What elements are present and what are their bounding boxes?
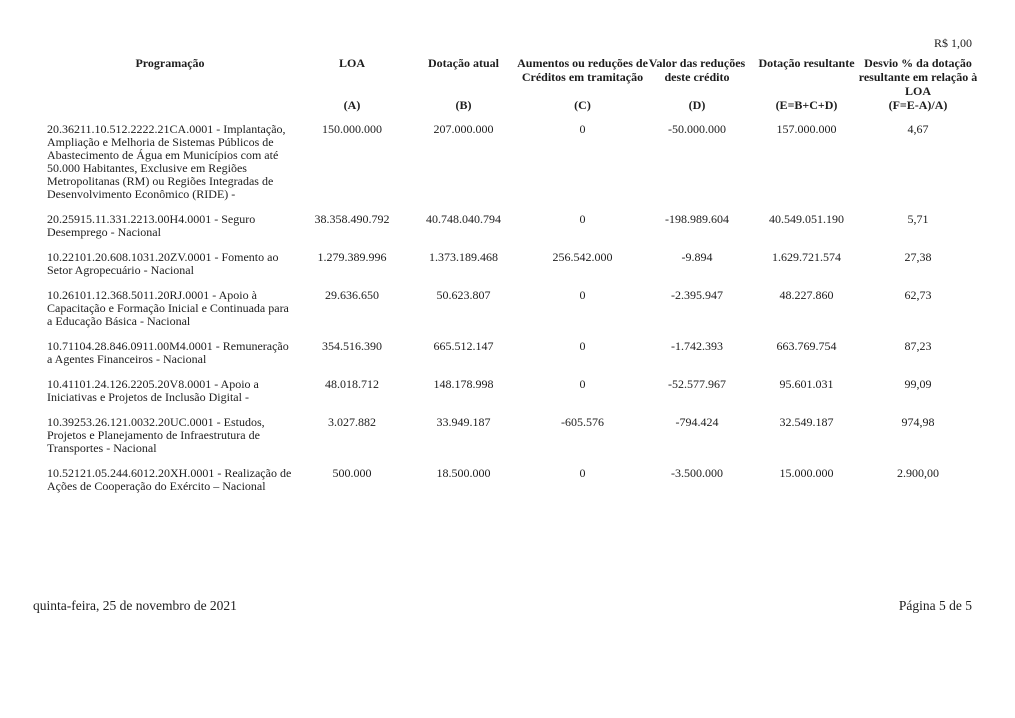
programacao-cell: 10.52121.05.244.6012.20XH.0001 - Realização de Ações de Cooperação do Exército – Nacional xyxy=(47,466,292,493)
dotacao-resultante-cell: 15.000.000 xyxy=(779,466,834,480)
header-dotacao-resultante: Dotação resultante (E=B+C+D) xyxy=(758,56,855,112)
aumentos-cell: 0 xyxy=(579,288,586,302)
programacao-cell: 10.26101.12.368.5011.20RJ.0001 - Apoio à Capacitação e Formação Inicial e Continuada para a Educação Básica - Nacional xyxy=(47,288,289,328)
table-row xyxy=(40,340,975,366)
header-valor-reducoes: Valor das reduções deste crédito (D) xyxy=(648,56,746,112)
aumentos-cell: 0 xyxy=(579,212,586,226)
loa-cell: 150.000.000 xyxy=(322,122,382,136)
aumentos-cell: 0 xyxy=(579,122,586,136)
loa-cell: 29.636.650 xyxy=(325,288,379,302)
loa-cell: 1.279.389.996 xyxy=(317,250,387,264)
aumentos-cell: 256.542.000 xyxy=(552,250,613,264)
table-header xyxy=(40,56,978,112)
desvio-cell: 62,73 xyxy=(904,288,932,302)
loa-cell: 3.027.882 xyxy=(328,415,376,429)
dotacao-atual-cell: 1.373.189.468 xyxy=(429,250,498,264)
table-row xyxy=(40,251,975,277)
footer-date: quinta-feira, 25 de novembro de 2021 xyxy=(33,598,237,613)
dotacao-atual-cell: 207.000.000 xyxy=(433,122,494,136)
header-aumentos-reducoes: Aumentos ou reduções de Créditos em tramitação (C) xyxy=(517,56,648,112)
dotacao-resultante-cell: 1.629.721.574 xyxy=(772,250,841,264)
dotacao-resultante-cell: 48.227.860 xyxy=(779,288,834,302)
valor-reducoes-cell: -198.989.604 xyxy=(665,212,729,226)
dotacao-atual-cell: 50.623.807 xyxy=(436,288,491,302)
table-row xyxy=(40,289,975,328)
loa-cell: 38.358.490.792 xyxy=(314,212,390,226)
aumentos-cell: -605.576 xyxy=(561,415,604,429)
header-dotacao-atual: Dotação atual (B) xyxy=(428,56,499,112)
valor-reducoes-cell: -9.894 xyxy=(681,250,713,264)
header-loa: LOA (A) xyxy=(338,56,365,112)
valor-reducoes-cell: -1.742.393 xyxy=(671,339,723,353)
table-row xyxy=(40,378,975,404)
dotacao-atual-cell: 40.748.040.794 xyxy=(426,212,501,226)
desvio-cell: 2.900,00 xyxy=(897,466,939,480)
desvio-cell: 99,09 xyxy=(904,377,932,391)
dotacao-resultante-cell: 95.601.031 xyxy=(779,377,834,391)
programacao-cell: 10.39253.26.121.0032.20UC.0001 - Estudos, Projetos e Planejamento de Infraestrutura de Transportes - Nacional xyxy=(47,415,265,455)
table-row xyxy=(40,467,975,493)
valor-reducoes-cell: -2.395.947 xyxy=(671,288,723,302)
dotacao-atual-cell: 33.949.187 xyxy=(436,415,491,429)
programacao-cell: 10.41101.24.126.2205.20V8.0001 - Apoio a Iniciativas e Projetos de Inclusão Digital - xyxy=(47,377,259,404)
desvio-cell: 5,71 xyxy=(907,212,929,226)
aumentos-cell: 0 xyxy=(579,377,586,391)
table-row xyxy=(40,416,975,455)
programacao-cell: 20.36211.10.512.2222.21CA.0001 - Implantação, Ampliação e Melhoria de Sistemas Públicos de Abastecimento de Água em Municípios com até 50.000 Habitantes, Exclusive em Regiões Metropolitanas (RM) ou Regiões Integradas de Desenvolvimento Econômico (RIDE) - xyxy=(47,122,286,201)
dotacao-resultante-cell: 32.549.187 xyxy=(779,415,834,429)
desvio-cell: 27,38 xyxy=(904,250,932,264)
dotacao-atual-cell: 18.500.000 xyxy=(436,466,491,480)
dotacao-atual-cell: 148.178.998 xyxy=(433,377,494,391)
valor-reducoes-cell: -794.424 xyxy=(675,415,719,429)
page-footer xyxy=(33,598,972,614)
table-body xyxy=(40,123,975,505)
table-row xyxy=(40,213,975,239)
programacao-cell: 20.25915.11.331.2213.00H4.0001 - Seguro Desemprego - Nacional xyxy=(47,212,256,239)
programacao-cell: 10.22101.20.608.1031.20ZV.0001 - Fomento ao Setor Agropecuário - Nacional xyxy=(47,250,279,277)
header-desvio: Desvio % da dotação resultante em relação à LOA (F=E-A)/A) xyxy=(858,56,978,112)
loa-cell: 500.000 xyxy=(332,466,372,480)
aumentos-cell: 0 xyxy=(579,339,586,353)
footer-page-number: Página 5 de 5 xyxy=(898,598,972,613)
dotacao-resultante-cell: 40.549.051.190 xyxy=(769,212,844,226)
loa-cell: 354.516.390 xyxy=(322,339,382,353)
valor-reducoes-cell: -50.000.000 xyxy=(668,122,726,136)
valor-reducoes-cell: -3.500.000 xyxy=(671,466,723,480)
loa-cell: 48.018.712 xyxy=(325,377,379,391)
desvio-cell: 4,67 xyxy=(907,122,929,136)
desvio-cell: 87,23 xyxy=(904,339,932,353)
desvio-cell: 974,98 xyxy=(901,415,935,429)
programacao-cell: 10.71104.28.846.0911.00M4.0001 - Remuneração a Agentes Financeiros - Nacional xyxy=(47,339,289,366)
dotacao-resultante-cell: 157.000.000 xyxy=(776,122,837,136)
table-row xyxy=(40,123,975,201)
dotacao-resultante-cell: 663.769.754 xyxy=(776,339,837,353)
aumentos-cell: 0 xyxy=(579,466,586,480)
valor-reducoes-cell: -52.577.967 xyxy=(668,377,726,391)
currency-note: R$ 1,00 xyxy=(933,36,972,50)
dotacao-atual-cell: 665.512.147 xyxy=(433,339,494,353)
header-programacao: Programação xyxy=(135,56,205,70)
